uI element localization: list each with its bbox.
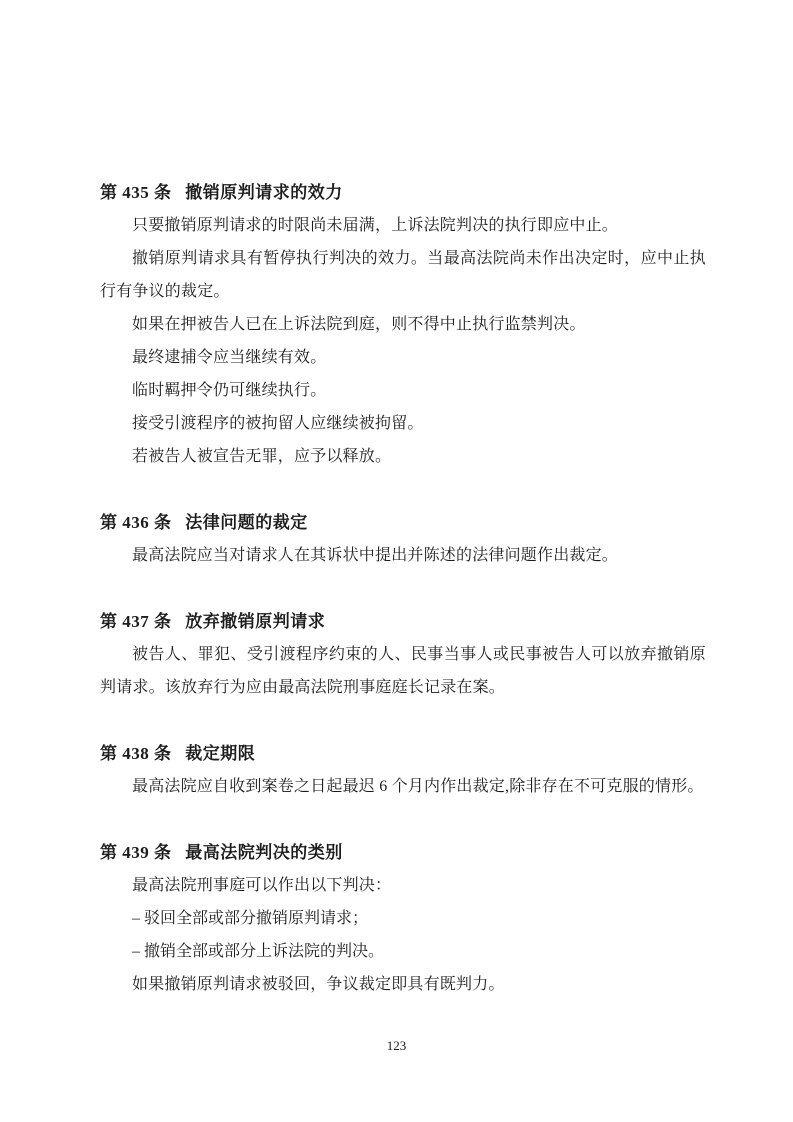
page-number: 123 <box>386 1038 407 1053</box>
article-section-439 <box>100 836 706 1001</box>
article-number: 第 435 条 <box>100 183 172 202</box>
article-paragraph: 最高法院刑事庭可以作出以下判决： <box>132 877 392 894</box>
article-title: 放弃撤销原判请求 <box>185 612 326 631</box>
article-paragraph: 撤销原判请求具有暂停执行判决的效力。当最高法院尚未作出决定时，应中止执行有争议的裁定。 <box>100 250 706 300</box>
article-paragraph: 若被告人被宣告无罪，应予以释放。 <box>132 448 392 465</box>
article-title: 裁定期限 <box>185 744 256 763</box>
article-number: 第 436 条 <box>100 513 172 532</box>
article-paragraph: 最终逮捕令应当继续有效。 <box>132 349 327 366</box>
article-title: 法律问题的裁定 <box>185 513 308 532</box>
article-paragraph: 临时羁押令仍可继续执行。 <box>132 382 327 399</box>
article-heading <box>100 605 706 638</box>
article-paragraph: 如果撤销原判请求被驳回，争议裁定即具有既判力。 <box>132 976 505 993</box>
article-paragraph: 只要撤销原判请求的时限尚未届满，上诉法院判决的执行即应中止。 <box>132 217 619 234</box>
article-heading <box>100 836 706 869</box>
article-section-436 <box>100 506 706 572</box>
judgment-type-bullet: – 驳回全部或部分撤销原判请求； <box>132 910 369 927</box>
article-paragraph: 如果在押被告人已在上诉法院到庭，则不得中止执行监禁判决。 <box>132 316 586 333</box>
article-paragraph: 最高法院应当对请求人在其诉状中提出并陈述的法律问题作出裁定。 <box>132 547 619 564</box>
article-paragraph: 被告人、罪犯、受引渡程序约束的人、民事当事人或民事被告人可以放弃撤销原判请求。该放弃行为应由最高法院刑事庭庭长记录在案。 <box>100 646 706 696</box>
document-content <box>100 176 706 1001</box>
article-paragraph: 最高法院应自收到案卷之日起最迟 6 个月内作出裁定,除非存在不可克服的情形。 <box>132 778 704 795</box>
article-title: 撤销原判请求的效力 <box>185 183 343 202</box>
article-paragraph: 接受引渡程序的被拘留人应继续被拘留。 <box>132 415 424 432</box>
article-heading <box>100 737 706 770</box>
article-number: 第 437 条 <box>100 612 172 631</box>
article-number: 第 439 条 <box>100 843 172 862</box>
judgment-type-bullet: – 撤销全部或部分上诉法院的判决。 <box>132 943 385 960</box>
article-number: 第 438 条 <box>100 744 172 763</box>
article-heading <box>100 506 706 539</box>
article-heading <box>100 176 706 209</box>
article-section-438 <box>100 737 706 803</box>
article-section-437 <box>100 605 706 704</box>
article-section-435 <box>100 176 706 473</box>
article-title: 最高法院判决的类别 <box>185 843 343 862</box>
